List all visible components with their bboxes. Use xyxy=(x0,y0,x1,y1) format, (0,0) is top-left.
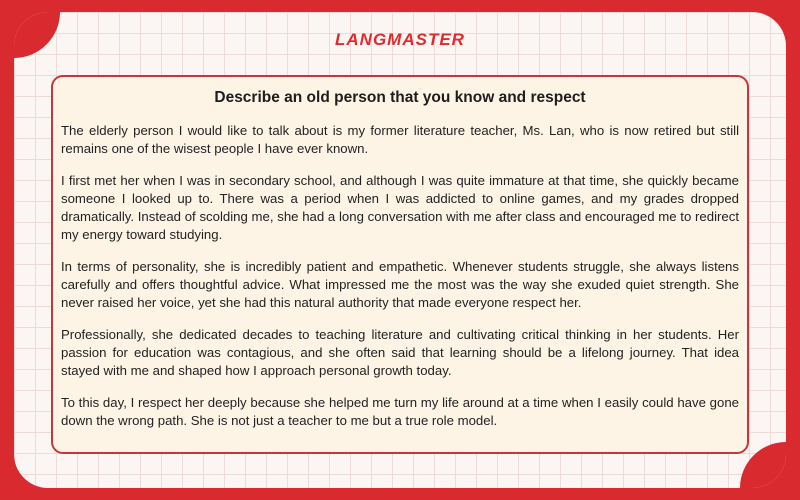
paragraph: In terms of personality, she is incredibly patient and empathetic. Whenever students struggle, she always listens carefully and offers thoughtful advice. What impressed me the most was the way she exuded quiet strength. She never raised her voice, yet she had this natural authority that made everyone respect her. xyxy=(61,259,739,310)
paragraph: To this day, I respect her deeply because she helped me turn my life around at a time when I easily could have gone down the wrong path. She is not just a teacher to me but a true role model. xyxy=(61,395,739,428)
article-title: Describe an old person that you know and respect xyxy=(214,89,586,106)
content-card xyxy=(51,75,749,454)
paragraph: I first met her when I was in secondary school, and although I was quite immature at that time, she quickly became someone I looked up to. There was a period when I was addicted to online games, and my grades dropped dramatically. Instead of scolding me, she had a long conversation with me after class and encouraged me to redirect my energy toward studying. xyxy=(61,173,739,242)
paragraph: Professionally, she dedicated decades to teaching literature and cultivating critical thinking in her students. Her passion for education was contagious, and she often said that learning should be a lifelong journey. That idea stayed with me and shaped how I approach personal growth today. xyxy=(61,327,739,378)
brand-logo: LANGMASTER xyxy=(335,30,465,49)
paragraph: The elderly person I would like to talk about is my former literature teacher, Ms. Lan, who is now retired but still remains one of the wisest people I have ever known. xyxy=(61,123,739,156)
corner-decoration-bottom-right xyxy=(740,442,786,488)
page-background xyxy=(14,12,786,488)
